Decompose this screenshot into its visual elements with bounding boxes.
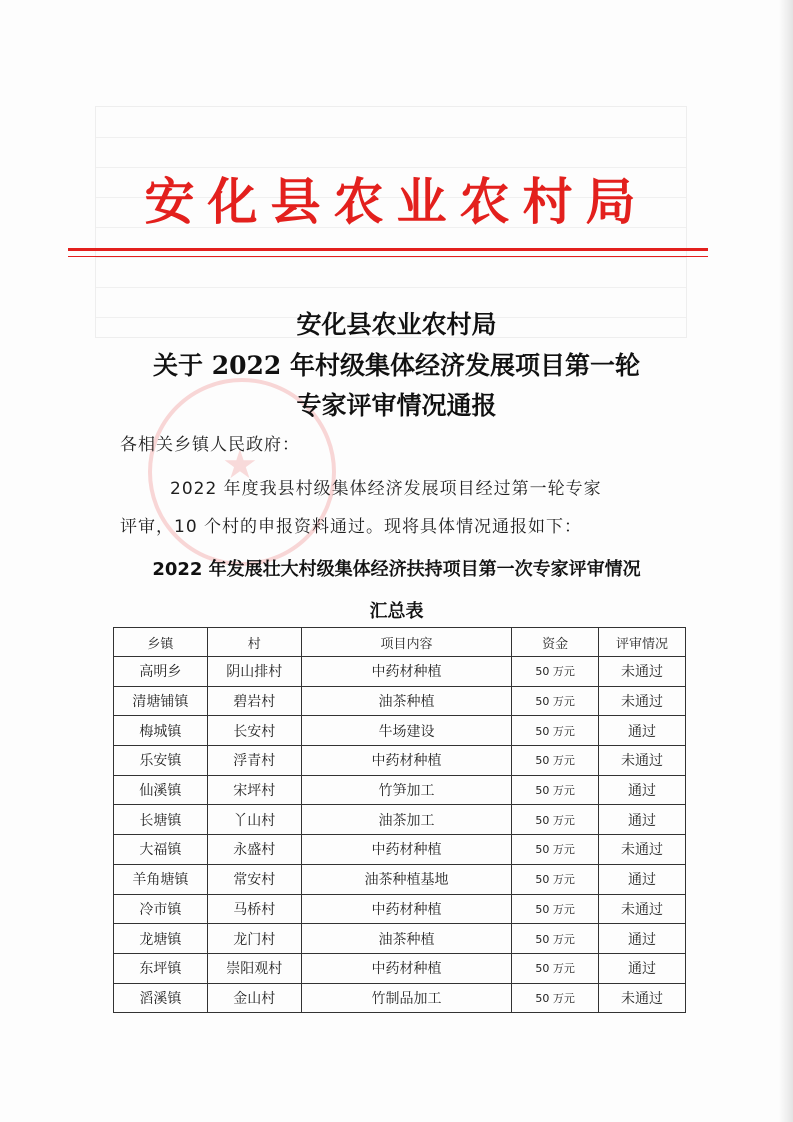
table-row (114, 983, 686, 1013)
cell-village: 崇阳观村 (207, 953, 301, 983)
cell-township: 大福镇 (114, 835, 208, 865)
review-summary-table (113, 627, 686, 1013)
cell-project: 中药材种植 (301, 746, 512, 776)
cell-funding: 50 万元 (512, 924, 599, 954)
seal-star-icon: ★ (222, 442, 258, 488)
cell-township: 滔溪镇 (114, 983, 208, 1013)
cell-village: 碧岩村 (207, 686, 301, 716)
cell-review-result: 通过 (599, 775, 686, 805)
cell-review-result: 通过 (599, 864, 686, 894)
table-title-line2: 汇总表 (369, 601, 424, 622)
table-row (114, 835, 686, 865)
cell-project: 中药材种植 (301, 835, 512, 865)
cell-township: 龙塘镇 (114, 924, 208, 954)
cell-funding: 50 万元 (512, 775, 599, 805)
doc-title-line3: 专家评审情况通报 (296, 391, 497, 420)
doc-title-line2: 关于 2022 年村级集体经济发展项目第一轮 (153, 351, 640, 380)
table-title-line1: 2022 年发展壮大村级集体经济扶持项目第一次专家评审情况 (152, 559, 641, 580)
header-funding: 资金 (512, 628, 599, 657)
cell-funding: 50 万元 (512, 657, 599, 687)
cell-village: 阴山排村 (207, 657, 301, 687)
cell-village: 龙门村 (207, 924, 301, 954)
table-row (114, 716, 686, 746)
cell-township: 仙溪镇 (114, 775, 208, 805)
header-township: 乡镇 (114, 628, 208, 657)
cell-village: 宋坪村 (207, 775, 301, 805)
cell-village: 马桥村 (207, 894, 301, 924)
cell-village: 丫山村 (207, 805, 301, 835)
cell-township: 东坪镇 (114, 953, 208, 983)
table-row (114, 894, 686, 924)
cell-township: 清塘铺镇 (114, 686, 208, 716)
cell-review-result: 未通过 (599, 657, 686, 687)
cell-project: 牛场建设 (301, 716, 512, 746)
cell-project: 油茶种植基地 (301, 864, 512, 894)
cell-village: 浮青村 (207, 746, 301, 776)
cell-township: 长塘镇 (114, 805, 208, 835)
header-review-result: 评审情况 (599, 628, 686, 657)
cell-funding: 50 万元 (512, 835, 599, 865)
cell-project: 竹制品加工 (301, 983, 512, 1013)
cell-review-result: 未通过 (599, 983, 686, 1013)
header-project: 项目内容 (301, 628, 512, 657)
letterhead-rule-thin (68, 256, 708, 257)
table-row (114, 746, 686, 776)
cell-village: 金山村 (207, 983, 301, 1013)
cell-funding: 50 万元 (512, 716, 599, 746)
cell-review-result: 通过 (599, 953, 686, 983)
table-row (114, 953, 686, 983)
table-header-row (114, 628, 686, 657)
table-row (114, 805, 686, 835)
cell-project: 油茶种植 (301, 686, 512, 716)
cell-funding: 50 万元 (512, 805, 599, 835)
letterhead-rule-thick (68, 248, 708, 251)
body-paragraph-line1: 2022 年度我县村级集体经济发展项目经过第一轮专家 (170, 479, 602, 499)
cell-project: 中药材种植 (301, 894, 512, 924)
table-row (114, 686, 686, 716)
cell-review-result: 通过 (599, 924, 686, 954)
cell-village: 永盛村 (207, 835, 301, 865)
cell-review-result: 通过 (599, 805, 686, 835)
cell-township: 羊角塘镇 (114, 864, 208, 894)
doc-title-line1: 安化县农业农村局 (296, 310, 497, 339)
cell-review-result: 未通过 (599, 894, 686, 924)
table-row (114, 864, 686, 894)
cell-funding: 50 万元 (512, 983, 599, 1013)
cell-project: 油茶加工 (301, 805, 512, 835)
cell-review-result: 未通过 (599, 835, 686, 865)
cell-project: 中药材种植 (301, 657, 512, 687)
cell-township: 高明乡 (114, 657, 208, 687)
cell-review-result: 未通过 (599, 746, 686, 776)
cell-funding: 50 万元 (512, 953, 599, 983)
cell-township: 梅城镇 (114, 716, 208, 746)
header-village: 村 (207, 628, 301, 657)
cell-funding: 50 万元 (512, 894, 599, 924)
cell-township: 乐安镇 (114, 746, 208, 776)
letterhead-title: 安化县农业农村局 (144, 172, 649, 231)
cell-review-result: 未通过 (599, 686, 686, 716)
table-row (114, 924, 686, 954)
salutation: 各相关乡镇人民政府： (120, 435, 300, 455)
cell-project: 油茶种植 (301, 924, 512, 954)
cell-funding: 50 万元 (512, 686, 599, 716)
cell-funding: 50 万元 (512, 864, 599, 894)
cell-review-result: 通过 (599, 716, 686, 746)
cell-project: 竹笋加工 (301, 775, 512, 805)
cell-township: 冷市镇 (114, 894, 208, 924)
table-row (114, 775, 686, 805)
cell-funding: 50 万元 (512, 746, 599, 776)
body-paragraph-line2: 评审，10 个村的申报资料通过。现将具体情况通报如下： (120, 517, 583, 537)
cell-village: 长安村 (207, 716, 301, 746)
cell-village: 常安村 (207, 864, 301, 894)
cell-project: 中药材种植 (301, 953, 512, 983)
table-row (114, 657, 686, 687)
